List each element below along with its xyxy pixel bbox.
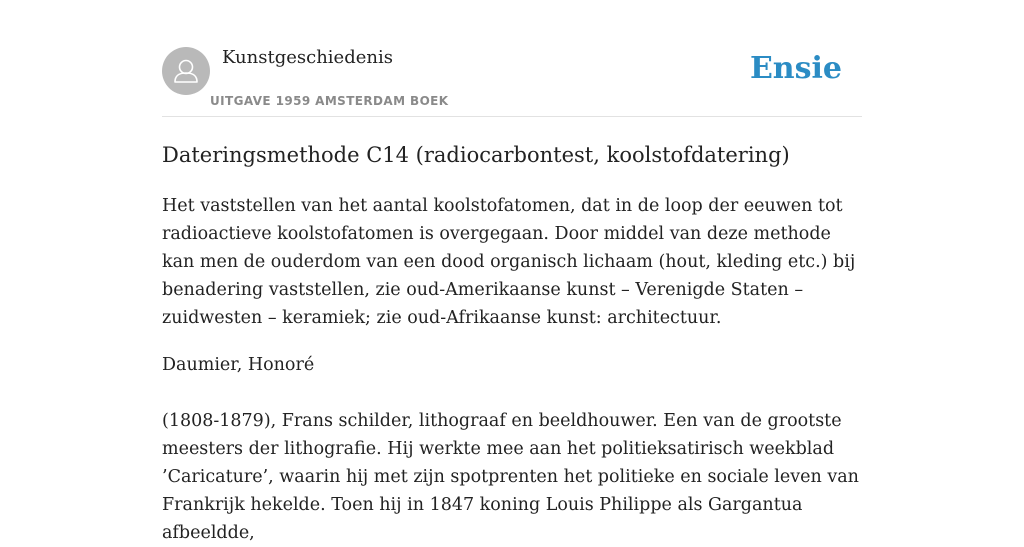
article-title: Dateringsmethode C14 (radiocarbontest, koolstofdatering): [162, 143, 790, 167]
page-container: [162, 0, 862, 543]
ensie-logo[interactable]: Ensie: [749, 51, 842, 86]
article-header: [162, 0, 862, 117]
article-paragraph: Daumier, Honoré: [162, 355, 315, 375]
article-paragraph: Het vaststellen van het aantal koolstofatomen, dat in de loop der eeuwen tot radioactieve koolstofatomen is overgegaan. Door middel van deze methode kan men de ouderdom van een dood organisch lichaam (hout, kleding etc.) bij benadering vaststellen, zie oud-Amerikaanse kunst – Verenigde Staten – zuidwesten – keramiek; zie oud-Afrikaanse kunst: architectuur.: [162, 196, 856, 328]
user-icon: [162, 47, 210, 95]
category-link[interactable]: Kunstgeschiedenis: [222, 47, 393, 68]
source-label: UITGAVE 1959 AMSTERDAM BOEK: [210, 94, 449, 108]
article-paragraph: (1808-1879), Frans schilder, lithograaf en beeldhouwer. Een van de grootste meesters der lithografie. Hij werkte mee aan het politieksatirisch weekblad ’Caricature’, waarin hij met zijn spotprenten het politieke en sociale leven van Frankrijk hekelde. Toen hij in 1847 koning Louis Philippe als Gargantua afbeeldde,: [162, 411, 859, 543]
avatar[interactable]: [162, 47, 210, 95]
